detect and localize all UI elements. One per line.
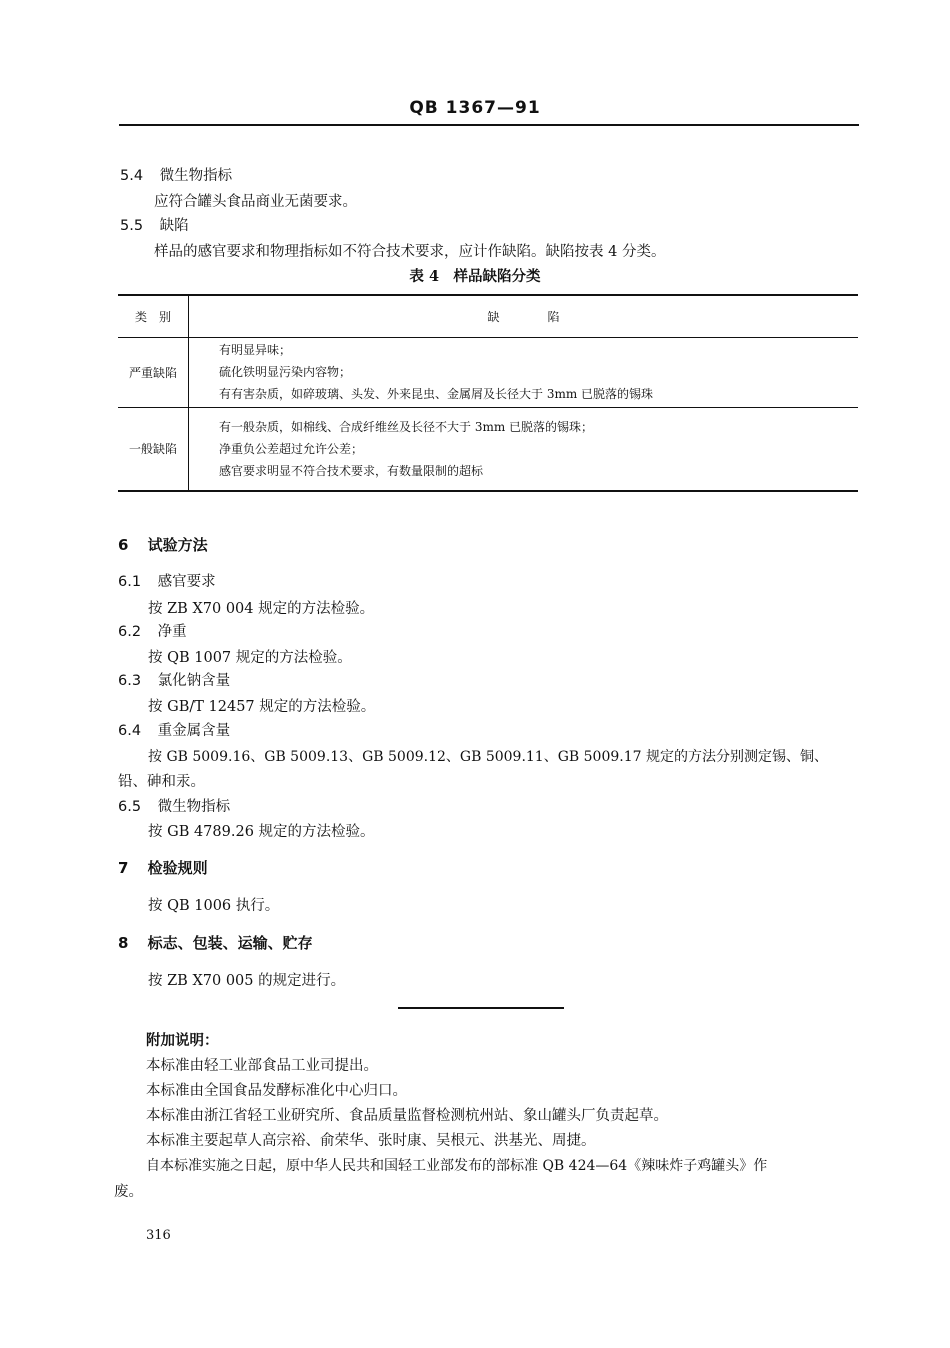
- defect-item: 硫化铁明显污染内容物；: [219, 365, 352, 379]
- section-title: 微生物指标: [157, 799, 231, 815]
- section-number: 5.5: [120, 218, 144, 234]
- section-number: 6: [118, 536, 129, 554]
- defect-item: 有有害杂质，如碎玻璃、头发、外来昆虫、金属屑及长径大于 3mm 已脱落的锡珠: [219, 387, 654, 401]
- page-number: 316: [146, 1228, 171, 1243]
- table-row: [118, 337, 858, 407]
- row-defects: [189, 407, 859, 491]
- notes-title: 附加说明：: [146, 1032, 219, 1049]
- section-5-4-body: 应符合罐头食品商业无菌要求。: [154, 194, 357, 210]
- notes-line: 本标准主要起草人高宗裕、俞荣华、张时康、吴根元、洪基光、周捷。: [146, 1133, 596, 1149]
- section-6-4-heading: [118, 719, 230, 740]
- section-6-3-body: 按 GB/T 12457 规定的方法检验。: [148, 699, 376, 715]
- section-6-2-heading: [118, 620, 187, 641]
- section-number: 6.2: [118, 624, 142, 640]
- section-5-4-heading: [120, 164, 232, 185]
- section-5-5-body: 样品的感官要求和物理指标如不符合技术要求，应计作缺陷。缺陷按表 4 分类。: [154, 244, 666, 260]
- column-header-category: 类 别: [118, 295, 189, 337]
- section-number: 6.4: [118, 723, 142, 739]
- defect-item: 净重负公差超过允许公差；: [219, 441, 364, 456]
- section-6-4-body-line1: 按 GB 5009.16、GB 5009.13、GB 5009.12、GB 5009.11、GB 5009.17 规定的方法分别测定锡、铜、: [148, 749, 828, 765]
- defect-item: 有明显异味；: [219, 343, 292, 357]
- section-title: 缺陷: [159, 218, 189, 234]
- section-number: 8: [118, 934, 129, 952]
- section-6-1-heading: [118, 570, 216, 591]
- section-title: 重金属含量: [157, 723, 231, 739]
- defect-classification-table: [118, 294, 858, 492]
- section-6-3-heading: [118, 669, 230, 690]
- section-6-heading: [118, 534, 208, 555]
- section-title: 微生物指标: [159, 168, 233, 184]
- notes-line-end: 废。: [114, 1184, 143, 1200]
- defect-item: 有一般杂质，如棉线、合成纤维丝及长径不大于 3mm 已脱落的锡珠；: [219, 419, 594, 434]
- section-title: 检验规则: [147, 859, 208, 877]
- table-header-row: [118, 295, 858, 337]
- section-number: 6.5: [118, 799, 142, 815]
- notes-line: 本标准由轻工业部食品工业司提出。: [146, 1058, 378, 1074]
- section-6-4-body-line2: 铅、砷和汞。: [118, 774, 205, 790]
- section-6-2-body: 按 QB 1007 规定的方法检验。: [148, 650, 352, 666]
- section-title: 试验方法: [147, 536, 208, 554]
- section-6-1-body: 按 ZB X70 004 规定的方法检验。: [148, 601, 375, 617]
- notes-line: 本标准由全国食品发酵标准化中心归口。: [146, 1083, 407, 1099]
- standard-code: QB 1367—91: [409, 98, 541, 118]
- notes-line: 自本标准实施之日起，原中华人民共和国轻工业部发布的部标准 QB 424—64《辣味炸子鸡罐头》作: [146, 1158, 768, 1174]
- section-title: 净重: [157, 624, 187, 640]
- section-7-body: 按 QB 1006 执行。: [148, 898, 280, 914]
- table-row: [118, 407, 858, 491]
- section-divider: [398, 1007, 564, 1009]
- section-8-body: 按 ZB X70 005 的规定进行。: [148, 973, 346, 989]
- header-rule: [119, 124, 859, 126]
- section-7-heading: [118, 857, 208, 878]
- table-caption: 表 4 样品缺陷分类: [409, 268, 541, 285]
- row-category: 严重缺陷: [118, 337, 189, 407]
- section-8-heading: [118, 932, 313, 953]
- section-title: 氯化钠含量: [157, 673, 231, 689]
- section-number: 6.3: [118, 673, 142, 689]
- row-defects: [189, 337, 859, 407]
- column-header-defect: 缺 陷: [487, 309, 560, 324]
- section-number: 6.1: [118, 574, 142, 590]
- section-6-5-body: 按 GB 4789.26 规定的方法检验。: [148, 824, 375, 840]
- section-number: 5.4: [120, 168, 144, 184]
- row-category: 一般缺陷: [118, 407, 189, 491]
- defect-item: 感官要求明显不符合技术要求，有数量限制的超标: [219, 463, 484, 478]
- section-title: 感官要求: [157, 574, 216, 590]
- section-title: 标志、包装、运输、贮存: [147, 934, 313, 952]
- section-number: 7: [118, 859, 129, 877]
- section-5-5-heading: [120, 214, 189, 235]
- notes-line: 本标准由浙江省轻工业研究所、食品质量监督检测杭州站、象山罐头厂负责起草。: [146, 1108, 668, 1124]
- section-6-5-heading: [118, 795, 230, 816]
